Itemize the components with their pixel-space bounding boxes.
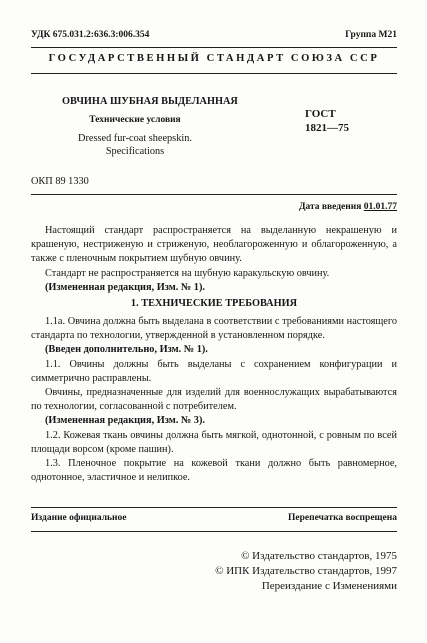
reprint-prohibited: Перепечатка воспрещена: [287, 513, 397, 523]
intro-paragraph: Настоящий стандарт распространяется на выделанную некрашеную и крашеную, нестриженую и стриженую, необлагороженную и облагороженную, а также с пленочным покрытием шубную овчину.: [31, 225, 397, 265]
okp-code: ОКП 89 1330: [31, 176, 89, 187]
intro-date: [299, 202, 397, 212]
clause-1-1: 1.1. Овчины должны быть выделаны с сохранением конфигурации и симметрично расправлены.: [31, 358, 397, 384]
gost-number: 1821—75: [305, 122, 349, 134]
footer-rule-top: [31, 507, 397, 508]
udc-code: УДК 675.031.2:636.3:006.354: [31, 30, 150, 40]
banner-rule: [31, 73, 397, 74]
intro-date-label: Дата введения: [298, 202, 362, 212]
english-subtitle: Specifications: [105, 146, 165, 157]
footer-rule-bottom: [31, 531, 397, 532]
clause-1-1-note: (Измененная редакция, Изм. № 3).: [45, 415, 205, 427]
document-title: ОВЧИНА ШУБНАЯ ВЫДЕЛАННАЯ: [62, 96, 238, 107]
clause-1-1a: 1.1а. Овчина должна быть выделана в соответствии с требованиями настоящего стандарта по технологии, утвержденной в установленном порядке.: [31, 316, 397, 342]
state-standard-banner: ГОСУДАРСТВЕННЫЙ СТАНДАРТ СОЮЗА ССР: [48, 53, 380, 64]
english-title: Dressed fur-coat sheepskin.: [78, 133, 192, 144]
reissue-note: Переиздание с Изменениями: [261, 580, 397, 592]
group-code: Группа М21: [345, 30, 397, 40]
gost-label: ГОСТ: [305, 108, 336, 120]
okp-rule: [31, 194, 397, 195]
amendment-note: (Измененная редакция, Изм. № 1).: [45, 281, 205, 293]
section-1-body: [31, 315, 397, 485]
section-heading: 1. ТЕХНИЧЕСКИЕ ТРЕБОВАНИЯ: [130, 298, 298, 309]
copyright-1975: © Издательство стандартов, 1975: [241, 550, 397, 562]
copyright-1997: © ИПК Издательство стандартов, 1997: [215, 565, 397, 577]
clause-1-1-military: Овчины, предназначенные для изделий для военнослужащих вырабатываются по технологии, согласованной с потребителем.: [31, 387, 397, 413]
clause-1-3: 1.3. Пленочное покрытие на кожевой ткани должно быть равномерное, однотонное, эластичное и нелипкое.: [31, 458, 397, 484]
intro-date-value: 01.01.77: [363, 202, 397, 212]
clause-1-2: 1.2. Кожевая ткань овчины должна быть мягкой, однотонной, с ровным по всей площади ворсом (кроме пашин).: [31, 429, 397, 455]
official-edition: Издание официальное: [31, 513, 127, 523]
header-rule: [31, 47, 397, 48]
intro-section: [31, 224, 397, 295]
intro-scope-exclusion: Стандарт не распространяется на шубную каракульскую овчину.: [45, 267, 330, 279]
clause-1-1a-note: (Введен дополнительно, Изм. № 1).: [45, 344, 208, 356]
document-subtitle: Технические условия: [89, 115, 181, 125]
